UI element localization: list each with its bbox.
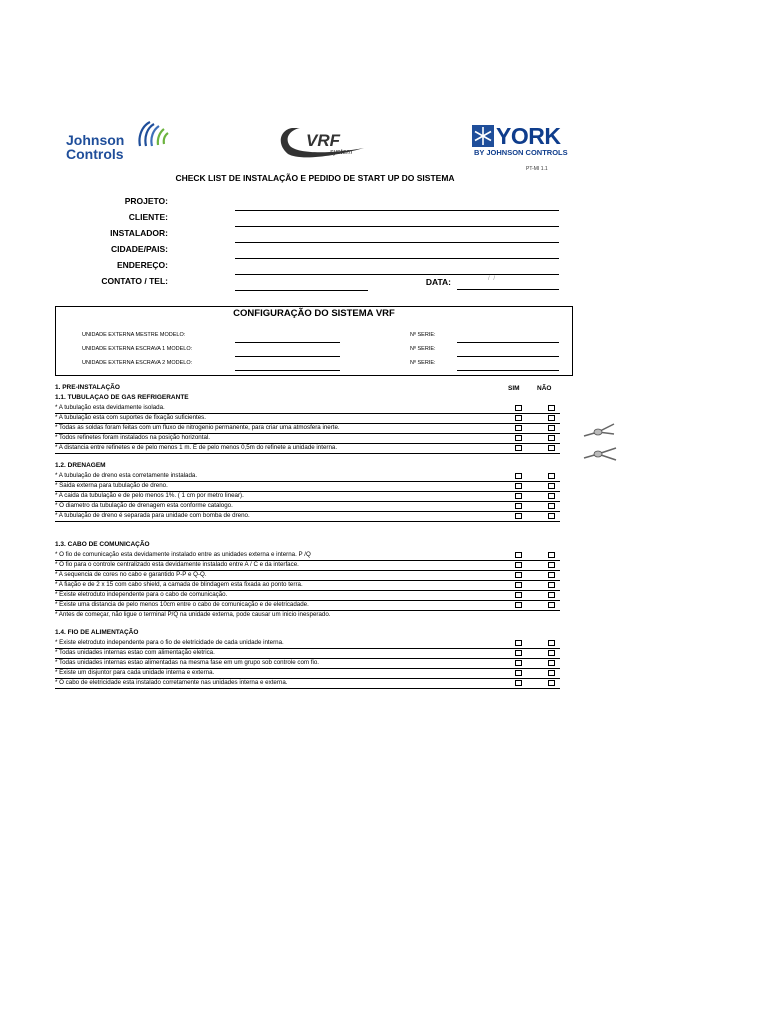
checkbox-sim[interactable] [515, 483, 522, 489]
info-input-line[interactable] [235, 210, 559, 211]
checklist-main-title: 1. PRE-INSTALAÇÃO [55, 384, 120, 391]
config-serie-label: Nº SERIE: [410, 332, 436, 338]
vrf-subtext: system [330, 149, 353, 156]
revision-code: PT-MI 1.1 [526, 166, 548, 172]
checklist-item: * Existe um disjuntor para cada unidade interna e externa. [55, 668, 560, 679]
info-label: INSTALADOR: [110, 228, 168, 238]
checkbox-sim[interactable] [515, 670, 522, 676]
checkbox-sim[interactable] [515, 415, 522, 421]
checkbox-sim[interactable] [515, 503, 522, 509]
checkbox-sim[interactable] [515, 680, 522, 686]
york-wordmark: YORK [496, 123, 561, 149]
checklist-item: * A tubulação esta com suportes de fixação suficientes. [55, 413, 560, 424]
checkbox-nao[interactable] [548, 602, 555, 608]
snowflake-icon [472, 125, 494, 147]
checklist-item: * O cabo de eletricidade esta instalado corretamente nas unidades interna e externa. [55, 678, 560, 689]
section-title: 1.3. CABO DE COMUNICAÇÃO [55, 541, 150, 548]
logo-jc-line1: Johnson [66, 132, 125, 148]
checkbox-nao[interactable] [548, 483, 555, 489]
config-model-label: UNIDADE EXTERNA MESTRE MODELO: [82, 332, 186, 338]
york-logo [472, 124, 574, 160]
info-label: ENDEREÇO: [116, 260, 168, 270]
info-label: CLIENTE: [128, 212, 168, 222]
config-serie-input[interactable] [457, 356, 559, 357]
checkbox-nao[interactable] [548, 680, 555, 686]
section-note: * Antes de começar, não ligue o terminal P/Q na unidade externa, pode causar um inicio inesperado. [55, 611, 331, 618]
checkbox-nao[interactable] [548, 473, 555, 479]
date-label: DATA: [425, 277, 451, 287]
checklist-item: * O fio de comunicação esta devidamente instalado entre as unidades externa e interna. P /Q [55, 550, 560, 561]
checkbox-nao[interactable] [548, 445, 555, 451]
checklist-item: * Existe eletroduto independente para o cabo de comunicação. [55, 590, 560, 601]
date-field[interactable] [457, 289, 559, 290]
checkbox-nao[interactable] [548, 592, 555, 598]
checkbox-sim[interactable] [515, 405, 522, 411]
checkbox-sim[interactable] [515, 602, 522, 608]
checkbox-nao[interactable] [548, 650, 555, 656]
checkbox-sim[interactable] [515, 425, 522, 431]
checkbox-nao[interactable] [548, 415, 555, 421]
checklist-item: * A caida da tubulação e de pelo menos 1%. ( 1 cm por metro linear). [55, 491, 560, 502]
checkbox-sim[interactable] [515, 513, 522, 519]
checkbox-sim[interactable] [515, 572, 522, 578]
checkbox-nao[interactable] [548, 670, 555, 676]
checkbox-sim[interactable] [515, 660, 522, 666]
info-label: PROJETO: [124, 196, 168, 206]
checkbox-sim[interactable] [515, 562, 522, 568]
checkbox-nao[interactable] [548, 572, 555, 578]
york-subtitle: BY JOHNSON CONTROLS [474, 148, 568, 157]
checklist-item: * O diametro da tubulação de drenagem esta conforme catalogo. [55, 501, 560, 512]
checkbox-nao[interactable] [548, 552, 555, 558]
checkbox-nao[interactable] [548, 425, 555, 431]
page-title: CHECK LIST DE INSTALAÇÃO E PEDIDO DE START UP DO SISTEMA [175, 173, 455, 183]
checkbox-nao[interactable] [548, 503, 555, 509]
config-serie-label: Nº SERIE: [410, 346, 436, 352]
logo-jc-line2: Controls [66, 146, 124, 162]
checklist-item: * Todas as soldas foram feitas com um fluxo de nitrogenio permanente, para criar uma atmosfera inerte. [55, 423, 560, 434]
checkbox-sim[interactable] [515, 493, 522, 499]
checklist-item: * O fio para o controle centralizado esta devidamente instalado entre A / C e da interface. [55, 560, 560, 571]
checklist-item: * Todos refinetes foram instalados na posição horizontal. [55, 433, 560, 444]
config-model-input[interactable] [235, 342, 340, 343]
config-serie-input[interactable] [457, 342, 559, 343]
vrf-text: VRF [306, 131, 340, 150]
config-model-label: UNIDADE EXTERNA ESCRAVA 2 MODELO: [82, 360, 193, 366]
checklist-item: * A fiação e de 2 x 15 com cabo shield, a camada de blindagem esta fixada ao ponto terra. [55, 580, 560, 591]
info-input-line[interactable] [235, 274, 559, 275]
checklist-item: * A tubulação de dreno é separada para unidade com bomba de dreno. [55, 511, 560, 522]
checklist-item: * A tubulação de dreno esta corretamente instalada. [55, 471, 560, 482]
checkbox-nao[interactable] [548, 405, 555, 411]
checkbox-nao[interactable] [548, 660, 555, 666]
checkbox-sim[interactable] [515, 592, 522, 598]
checklist-item: * A sequencia de cores no cabo e garantido P-P e Q-Q. [55, 570, 560, 581]
checklist-item: * Todas unidades internas estao com alimentação eletrica. [55, 648, 560, 659]
config-serie-label: Nº SERIE: [410, 360, 436, 366]
checkbox-sim[interactable] [515, 445, 522, 451]
checkbox-nao[interactable] [548, 582, 555, 588]
checklist-item: * Saida externa para tubulação de dreno. [55, 481, 560, 492]
checkbox-nao[interactable] [548, 493, 555, 499]
checkbox-sim[interactable] [515, 552, 522, 558]
info-input-line[interactable] [235, 290, 368, 291]
info-input-line[interactable] [235, 242, 559, 243]
config-serie-input[interactable] [457, 370, 559, 371]
section-title: 1.4. FIO DE ALIMENTAÇÃO [55, 629, 139, 636]
config-model-input[interactable] [235, 370, 340, 371]
vrf-system-logo [278, 124, 368, 160]
config-model-label: UNIDADE EXTERNA ESCRAVA 1 MODELO: [82, 346, 193, 352]
section-title: 1.2. DRENAGEM [55, 462, 106, 469]
checkbox-nao[interactable] [548, 513, 555, 519]
info-input-line[interactable] [235, 258, 559, 259]
section-title: 1.1. TUBULAÇAO DE GAS REFRIGERANTE [55, 394, 189, 401]
column-nao: NÃO [537, 385, 552, 392]
date-separators: / / [488, 276, 497, 282]
johnson-controls-swirl-icon [136, 120, 172, 150]
checkbox-nao[interactable] [548, 640, 555, 646]
checklist-item: * A distancia entre refinetes e de pelo menos 1 m. E de pelo menos 0,5m do refinete a unidade interna. [55, 443, 560, 454]
checkbox-nao[interactable] [548, 562, 555, 568]
checkbox-sim[interactable] [515, 582, 522, 588]
checkbox-nao[interactable] [548, 435, 555, 441]
checkbox-sim[interactable] [515, 435, 522, 441]
column-sim: SIM [508, 385, 520, 392]
checkbox-sim[interactable] [515, 650, 522, 656]
checklist-item: * Existe uma distancia de pelo menos 10cm entre o cabo de comunicação e de eletricadade. [55, 600, 560, 611]
johnson-controls-wordmark [66, 133, 124, 161]
config-title: CONFIGURAÇÃO DO SISTEMA VRF [233, 308, 395, 319]
checkbox-sim[interactable] [515, 473, 522, 479]
config-model-input[interactable] [235, 356, 340, 357]
checklist-item: * Todas unidades internas estao alimentadas na mesma fase em um grupo sob controle com fio. [55, 658, 560, 669]
refnet-fitting-icon [580, 420, 620, 468]
info-label: CIDADE/PAIS: [111, 244, 168, 254]
info-input-line[interactable] [235, 226, 559, 227]
info-label: CONTATO / TEL: [101, 276, 168, 286]
checklist-item: * A tubulação esta devidamente isolada. [55, 403, 560, 414]
checklist-item: * Existe eletroduto independente para o fio de eletricidade de cada unidade interna. [55, 638, 560, 649]
johnson-controls-logo [66, 120, 176, 162]
checkbox-sim[interactable] [515, 640, 522, 646]
vrf-swoosh-icon [278, 124, 368, 160]
